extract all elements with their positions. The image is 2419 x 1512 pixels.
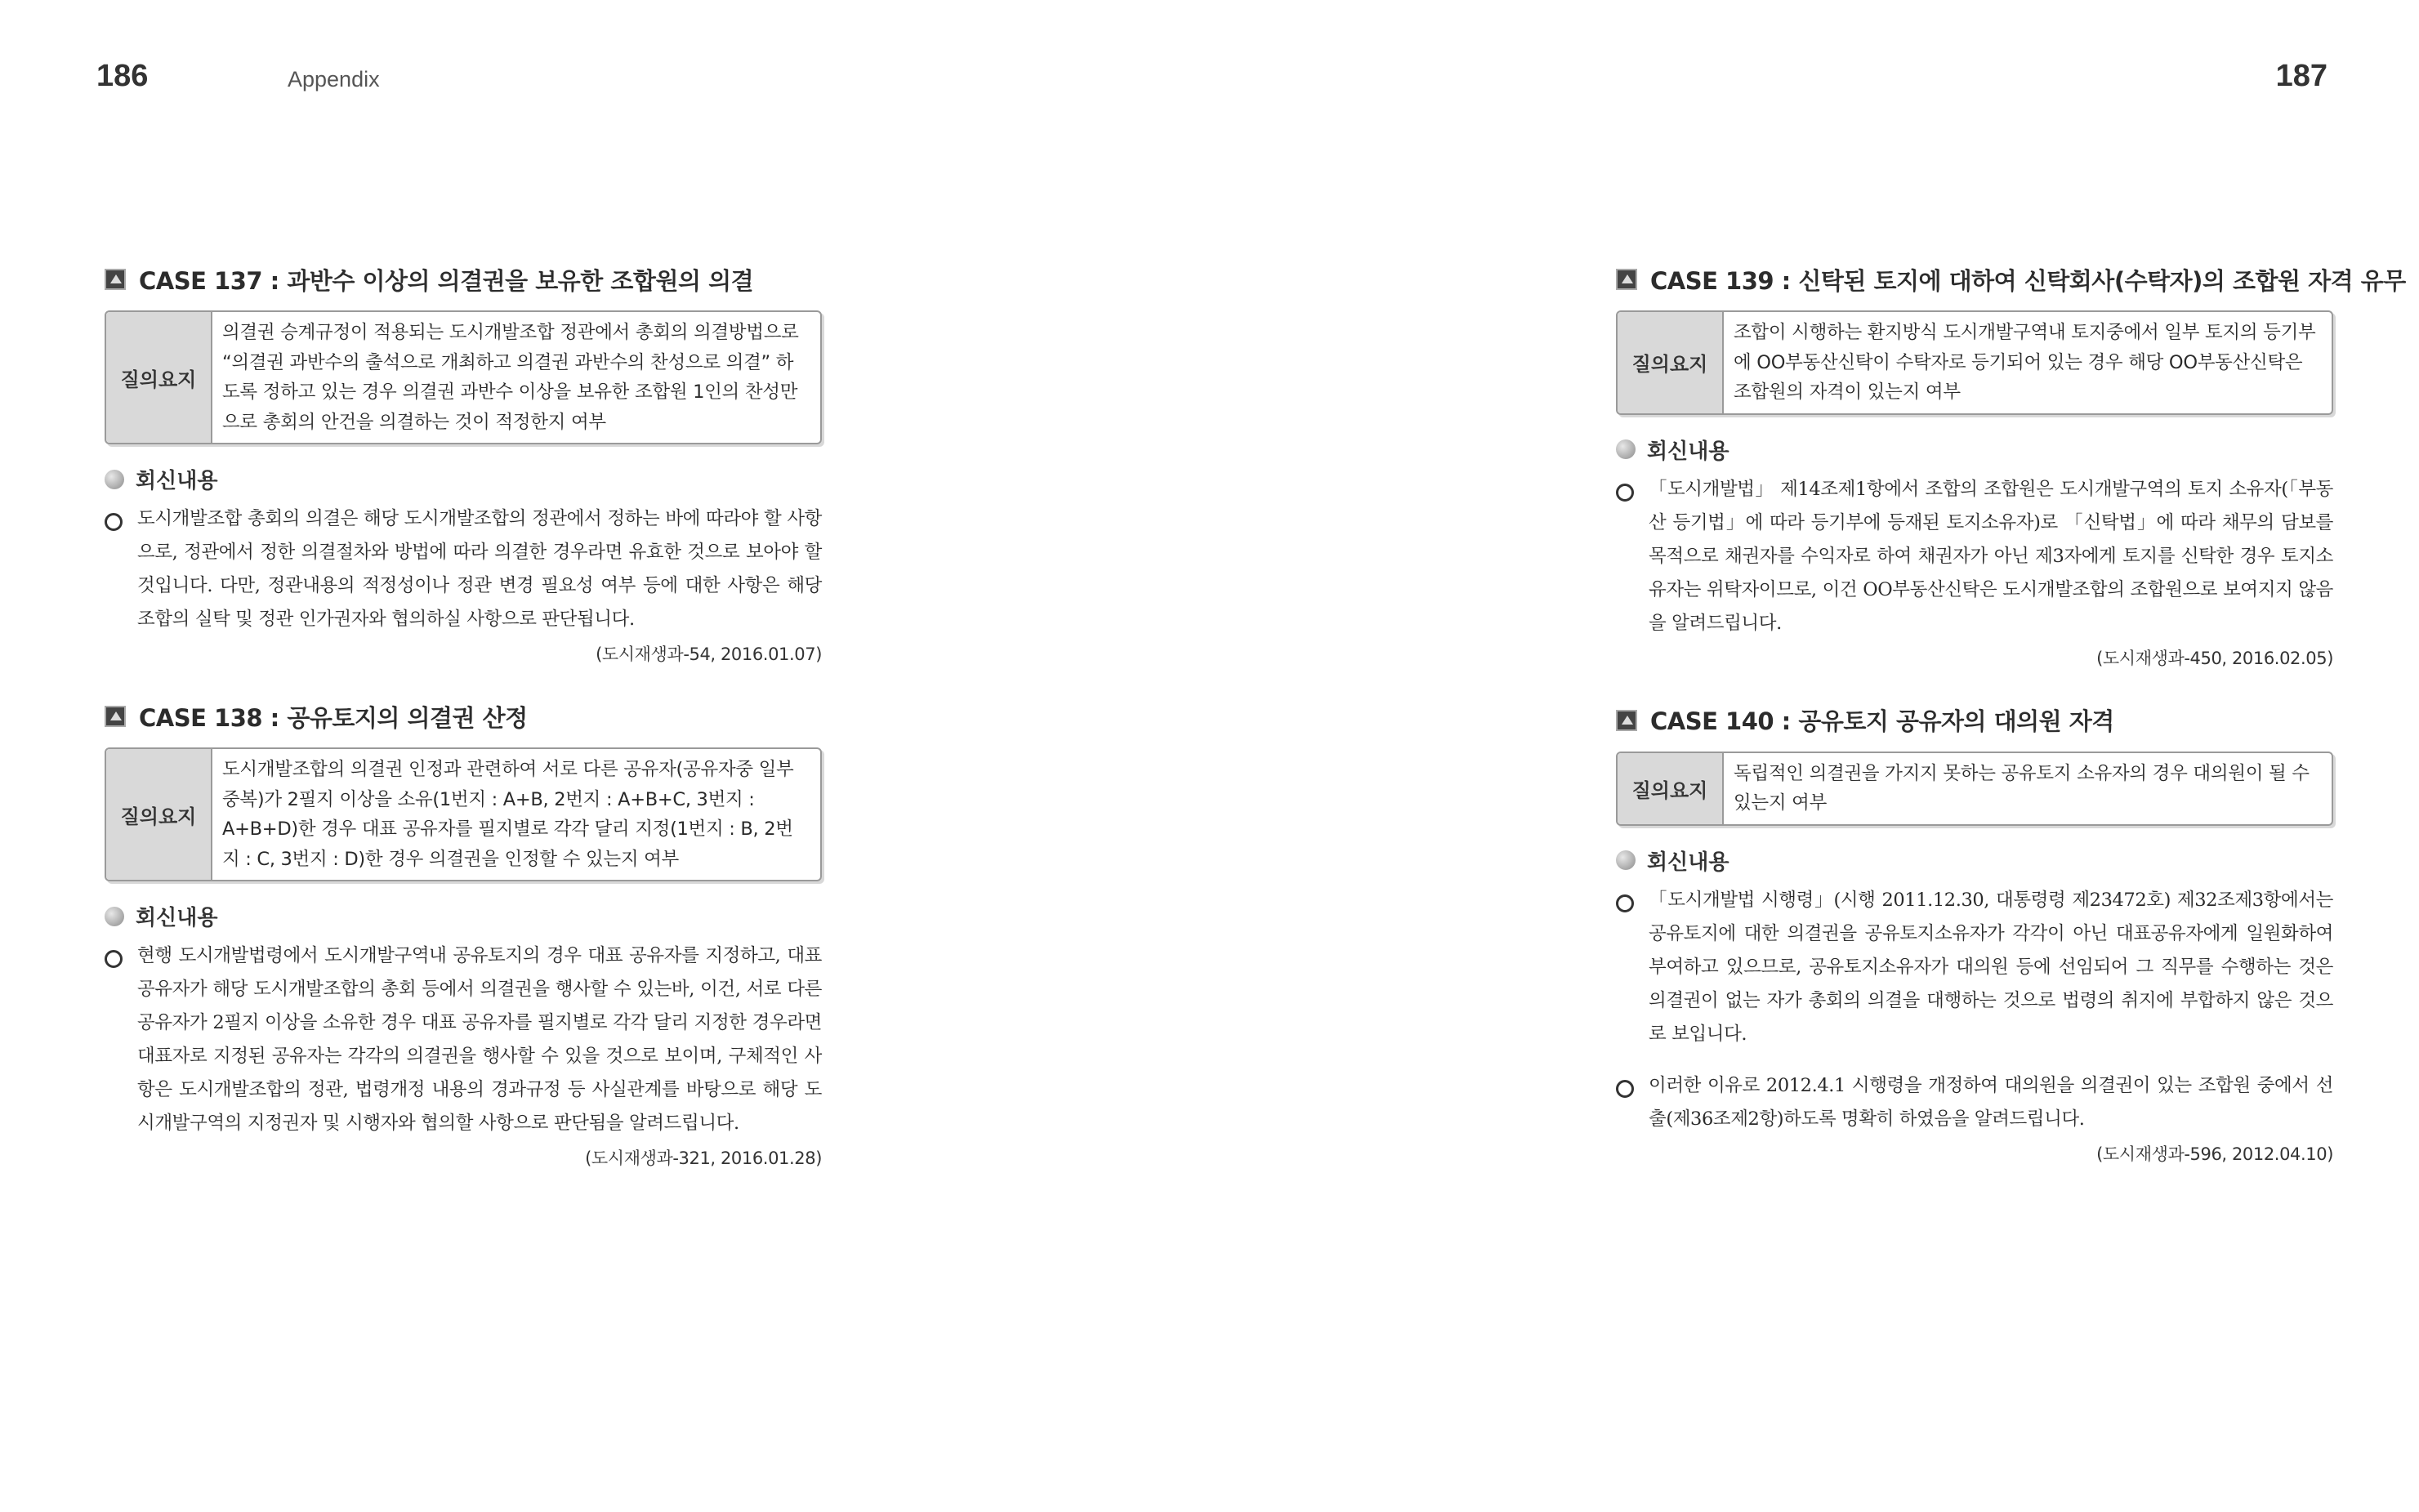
query-label: 질의요지 [1618, 312, 1724, 413]
case-heading [105, 260, 822, 299]
sphere-bullet-icon [105, 907, 124, 926]
answer-title: 회신내용 [136, 906, 218, 930]
citation: (도시재생과-596, 2012.04.10) [2096, 1144, 2333, 1164]
query-box [105, 310, 822, 444]
query-label: 질의요지 [106, 312, 212, 443]
answer-title: 회신내용 [136, 469, 218, 493]
answer-heading [1616, 435, 2333, 465]
answer-title: 회신내용 [1647, 439, 1729, 464]
case-title: CASE 137 : 과반수 이상의 의결권을 보유한 조합원의 의결 [139, 266, 754, 295]
case-heading [105, 697, 822, 736]
case-marker-icon [1616, 710, 1637, 731]
ring-bullet-icon [1616, 1080, 1634, 1098]
query-text: 독립적인 의결권을 가지지 못하는 공유토지 소유자의 경우 대의원이 될 수 있는지 여부 [1734, 762, 2310, 814]
answer-heading [105, 464, 822, 494]
answer-heading [105, 901, 822, 931]
answer-title: 회신내용 [1647, 850, 1729, 875]
query-box [1616, 310, 2333, 415]
case-137 [105, 260, 822, 666]
ring-bullet-icon [105, 950, 123, 968]
running-title: Appendix [288, 67, 380, 91]
citation: (도시재생과-450, 2016.02.05) [2096, 648, 2333, 668]
case-140 [1616, 701, 2333, 1166]
query-text: 의결권 승계규정이 적용되는 도시개발조합 정관에서 총회의 의결방법으로 “의결권 과반수의 출석으로 개최하고 의결권 과반수의 찬성으로 의결” 하도록 정하고 있는 경우 의결권 과반수 이상을 보유한 조합원 1인의 찬성만으로 총회의 안건을 의결하는 것이 적정한지 여부 [222, 322, 799, 433]
query-box [105, 747, 822, 881]
case-marker-icon [105, 706, 126, 727]
answer-text: 이러한 이유로 2012.4.1 시행령을 개정하여 대의원을 의결권이 있는 조합원 중에서 선출(제36조제2항)하도록 명확히 하였음을 알려드립니다. [1649, 1074, 2333, 1130]
right-page-column [1616, 260, 2406, 1166]
case-139 [1616, 260, 2406, 670]
query-text: 조합이 시행하는 환지방식 도시개발구역내 토지중에서 일부 토지의 등기부에 OO부동산신탁이 수탁자로 등기되어 있는 경우 해당 OO부동산신탁은 조합원의 자격이 있는지 여부 [1734, 322, 2316, 403]
case-marker-icon [105, 269, 126, 290]
answer-text: 「도시개발법 시행령」(시행 2011.12.30, 대통령령 제23472호) 제32조제3항에서는 공유토지에 대한 의결권을 공유토지소유자가 각각이 아닌 대표공유자에게 일원화하여 부여하고 있으므로, 공유토지소유자가 대의원 등에 선임되어 그 직무를 수행하는 것은 의결권이 없는 자가 총회의 의결을 대행하는 것으로 법령의 취지에 부합하지 않은 것으로 보입니다. [1649, 889, 2333, 1045]
right-page-number: 187 [2275, 59, 2328, 93]
query-label: 질의요지 [106, 749, 212, 880]
query-text: 도시개발조합의 의결권 인정과 관련하여 서로 다른 공유자(공유자중 일부 중복)가 2필지 이상을 소유(1번지 : A+B, 2번지 : A+B+C, 3번지 : A+B+D)한 경우 대표 공유자를 필지별로 각각 달리 지정(1번지 : B, 2번지 : C, 3번지 : D)한 경우 의결권을 인정할 수 있는지 여부 [222, 759, 794, 870]
case-138 [105, 697, 822, 1170]
answer-text: 현행 도시개발법령에서 도시개발구역내 공유토지의 경우 대표 공유자를 지정하고, 대표 공유자가 해당 도시개발조합의 총회 등에서 의결권을 행사할 수 있는바, 이건, 서로 다른 공유자가 2필지 이상을 소유한 경우 대표 공유자를 필지별로 각각 달리 지정한 경우라면 대표자로 지정된 공유자는 각각의 의결권을 행사할 수 있을 것으로 보이며, 구체적인 사항은 도시개발조합의 정관, 법령개정 내용의 경과규정 등 사실관계를 바탕으로 해당 도시개발구역의 지정권자 및 시행자와 협의할 사항으로 판단됨을 알려드립니다. [137, 945, 822, 1134]
answer-item [105, 939, 822, 1140]
case-title: CASE 140 : 공유토지 공유자의 대의원 자격 [1650, 707, 2114, 735]
case-heading [1616, 260, 2406, 299]
answer-item [1616, 473, 2333, 640]
answer-text: 「도시개발법」 제14조제1항에서 조합의 조합원은 도시개발구역의 토지 소유자(「부동산 등기법」에 따라 등기부에 등재된 토지소유자)로 「신탁법」에 따라 채무의 담보를 목적으로 채권자를 수익자로 하여 채권자가 아닌 제3자에게 토지를 신탁한 경우 토지소유자는 위탁자이므로, 이건 OO부동산신탁은 도시개발조합의 조합원으로 보여지지 않음을 알려드립니다. [1649, 478, 2333, 634]
sphere-bullet-icon [1616, 439, 1636, 459]
ring-bullet-icon [1616, 484, 1634, 502]
case-marker-icon [1616, 269, 1637, 290]
answer-item [105, 502, 822, 636]
query-box [1616, 752, 2333, 826]
citation: (도시재생과-54, 2016.01.07) [596, 644, 822, 664]
answer-heading [1616, 845, 2333, 876]
left-page-column [105, 260, 822, 1170]
left-page-number: 186 [96, 59, 149, 93]
sphere-bullet-icon [1616, 850, 1636, 870]
case-heading [1616, 701, 2333, 740]
answer-item [1616, 884, 2333, 1051]
answer-text: 도시개발조합 총회의 의결은 해당 도시개발조합의 정관에서 정하는 바에 따라야 할 사항으로, 정관에서 정한 의결절차와 방법에 따라 의결한 경우라면 유효한 것으로 보아야 할 것입니다. 다만, 정관내용의 적정성이나 정관 변경 필요성 여부 등에 대한 사항은 해당 조합의 실탁 및 정관 인가권자와 협의하실 사항으로 판단됩니다. [137, 508, 822, 630]
case-title: CASE 138 : 공유토지의 의결권 산정 [139, 703, 528, 732]
query-label: 질의요지 [1618, 753, 1724, 824]
ring-bullet-icon [1616, 894, 1634, 912]
ring-bullet-icon [105, 513, 123, 531]
case-title: CASE 139 : 신탁된 토지에 대하여 신탁회사(수탁자)의 조합원 자격 유무 [1650, 266, 2406, 295]
answer-item [1616, 1069, 2333, 1136]
sphere-bullet-icon [105, 470, 124, 489]
citation: (도시재생과-321, 2016.01.28) [585, 1148, 822, 1168]
